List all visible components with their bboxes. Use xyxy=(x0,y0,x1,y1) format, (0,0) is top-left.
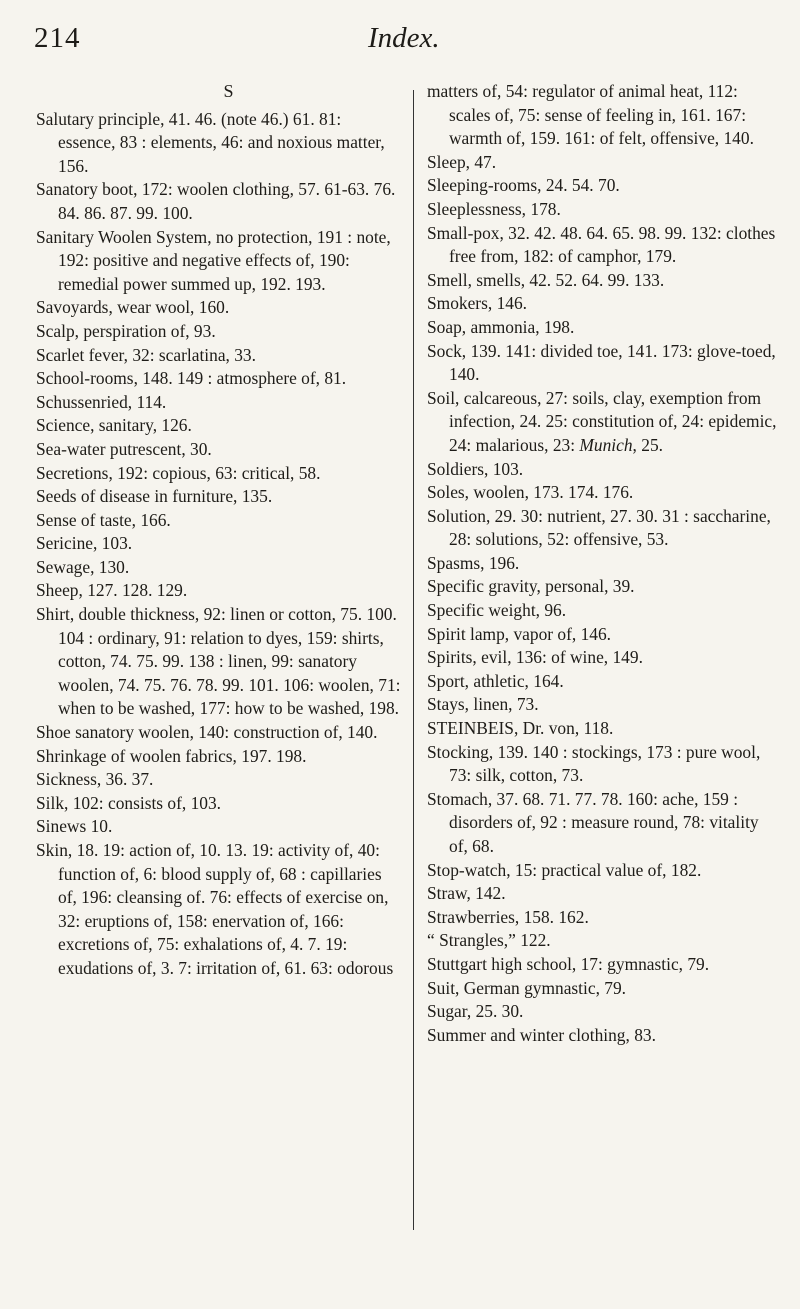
index-entry: Summer and winter clothing, 83. xyxy=(427,1024,656,1045)
index-entry: Science, sanitary, 126. xyxy=(36,415,192,436)
index-entry: Sewage, 130. xyxy=(36,556,130,577)
index-entry: Spirit lamp, vapor of, 146. xyxy=(427,623,612,644)
index-entry: Schussenried, 114. xyxy=(36,391,167,412)
index-entry: Scalp, perspiration of, 93. xyxy=(36,320,216,341)
index-entry: Smell, smells, 42. 52. 64. 99. 133. xyxy=(427,269,665,290)
index-entry: Soil, calcareous, 27: soils, clay, exemption from infection, 24. 25: constitution of, 24: epidemic, 24: malarious, 23: Munich, 25. xyxy=(427,387,777,455)
index-entry: Seeds of disease in furniture, 135. xyxy=(36,486,273,507)
index-entry: Stays, linen, 73. xyxy=(427,694,539,715)
index-entry: Stomach, 37. 68. 71. 77. 78. 160: ache, 159 : disorders of, 92 : measure round, 78: vitality of, 68. xyxy=(427,788,759,856)
index-entry: Soles, woolen, 173. 174. 176. xyxy=(427,482,634,503)
index-entry: “ Strangles,” 122. xyxy=(427,930,551,951)
index-entry: Smokers, 146. xyxy=(427,293,527,314)
index-entry: Spasms, 196. xyxy=(427,552,520,573)
index-entry: Spirits, evil, 136: of wine, 149. xyxy=(427,647,643,668)
running-title: Index. xyxy=(368,22,440,54)
page-number: 214 xyxy=(34,22,81,54)
column-divider xyxy=(413,90,414,1230)
index-entry: Secretions, 192: copious, 63: critical, 58. xyxy=(36,462,321,483)
index-entry: Sinews 10. xyxy=(36,816,113,837)
index-entry: Sanatory boot, 172: woolen clothing, 57. 61-63. 76. 84. 86. 87. 99. 100. xyxy=(36,179,396,223)
left-column xyxy=(36,80,401,981)
index-entry: Solution, 29. 30: nutrient, 27. 30. 31 : saccharine, 28: solutions, 52: offensive, 53. xyxy=(427,505,771,550)
index-entry: Soap, ammonia, 198. xyxy=(427,316,575,337)
index-entry: Sheep, 127. 128. 129. xyxy=(36,580,188,601)
index-entry: Sickness, 36. 37. xyxy=(36,769,154,790)
index-entry: Sleeplessness, 178. xyxy=(427,198,561,219)
section-letter: S xyxy=(223,81,234,101)
page-header xyxy=(0,22,800,62)
index-entry: Sport, athletic, 164. xyxy=(427,670,564,691)
index-entry: Sock, 139. 141: divided toe, 141. 173: glove-toed, 140. xyxy=(427,340,776,385)
right-column xyxy=(427,80,777,1047)
index-entry: STEINBEIS, Dr. von, 118. xyxy=(427,718,614,739)
index-entry: Soldiers, 103. xyxy=(427,458,524,479)
index-entry: matters of, 54: regulator of animal heat, 112: scales of, 75: sense of feeling in, 161. 167: warmth of, 159. 161: of felt, offensive, 140. xyxy=(427,81,754,149)
index-entry: Shoe sanatory woolen, 140: construction of, 140. xyxy=(36,722,378,743)
index-entry: Sericine, 103. xyxy=(36,533,133,554)
index-entry: Savoyards, wear wool, 160. xyxy=(36,297,230,318)
index-entry: Silk, 102: consists of, 103. xyxy=(36,792,222,813)
index-entry: Sanitary Woolen System, no protection, 191 : note, 192: positive and negative effects of, 190: remedial power summed up, 192. 193. xyxy=(36,226,391,294)
index-entry: Shrinkage of woolen fabrics, 197. 198. xyxy=(36,745,307,766)
index-entry: Specific gravity, personal, 39. xyxy=(427,576,635,597)
index-entry: Sleeping-rooms, 24. 54. 70. xyxy=(427,175,620,196)
index-entry: Stop-watch, 15: practical value of, 182. xyxy=(427,859,702,880)
index-entry: Strawberries, 158. 162. xyxy=(427,906,589,927)
index-entry: Suit, German gymnastic, 79. xyxy=(427,977,626,998)
index-entry: Sense of taste, 166. xyxy=(36,509,171,530)
index-entry: Skin, 18. 19: action of, 10. 13. 19: activity of, 40: function of, 6: blood supply of, 68 : capillaries of, 196: cleansing of. 76: effects of exercise on, 32: eruptions of, 158: enervation of, 166: excretions of, 75: exhalations of, 4. 7. 19: exudations of, 3. 7: irritation of, 61. 63: odorous xyxy=(36,840,394,978)
index-entry: Salutary principle, 41. 46. (note 46.) 61. 81: essence, 83 : elements, 46: and noxious matter, 156. xyxy=(36,108,385,176)
index-entry: Stocking, 139. 140 : stockings, 173 : pure wool, 73: silk, cotton, 73. xyxy=(427,741,761,786)
index-entry: Specific weight, 96. xyxy=(427,600,567,621)
index-entry: Sugar, 25. 30. xyxy=(427,1001,524,1022)
index-entry: Small-pox, 32. 42. 48. 64. 65. 98. 99. 132: clothes free from, 182: of camphor, 179. xyxy=(427,222,776,267)
index-entry: Sea-water putrescent, 30. xyxy=(36,438,212,459)
index-entry: School-rooms, 148. 149 : atmosphere of, 81. xyxy=(36,368,347,389)
index-entry: Stuttgart high school, 17: gymnastic, 79. xyxy=(427,953,710,974)
index-entry: Scarlet fever, 32: scarlatina, 33. xyxy=(36,344,256,365)
index-entry: Straw, 142. xyxy=(427,883,506,904)
index-entry: Sleep, 47. xyxy=(427,151,497,172)
index-entry: Shirt, double thickness, 92: linen or cotton, 75. 100. 104 : ordinary, 91: relation to dyes, 159: shirts, cotton, 74. 75. 99. 138 : linen, 99: sanatory woolen, 74. 75. 76. 78. 99. 101. 106: woolen, 71: when to be washed, 177: how to be washed, 198. xyxy=(36,604,401,719)
